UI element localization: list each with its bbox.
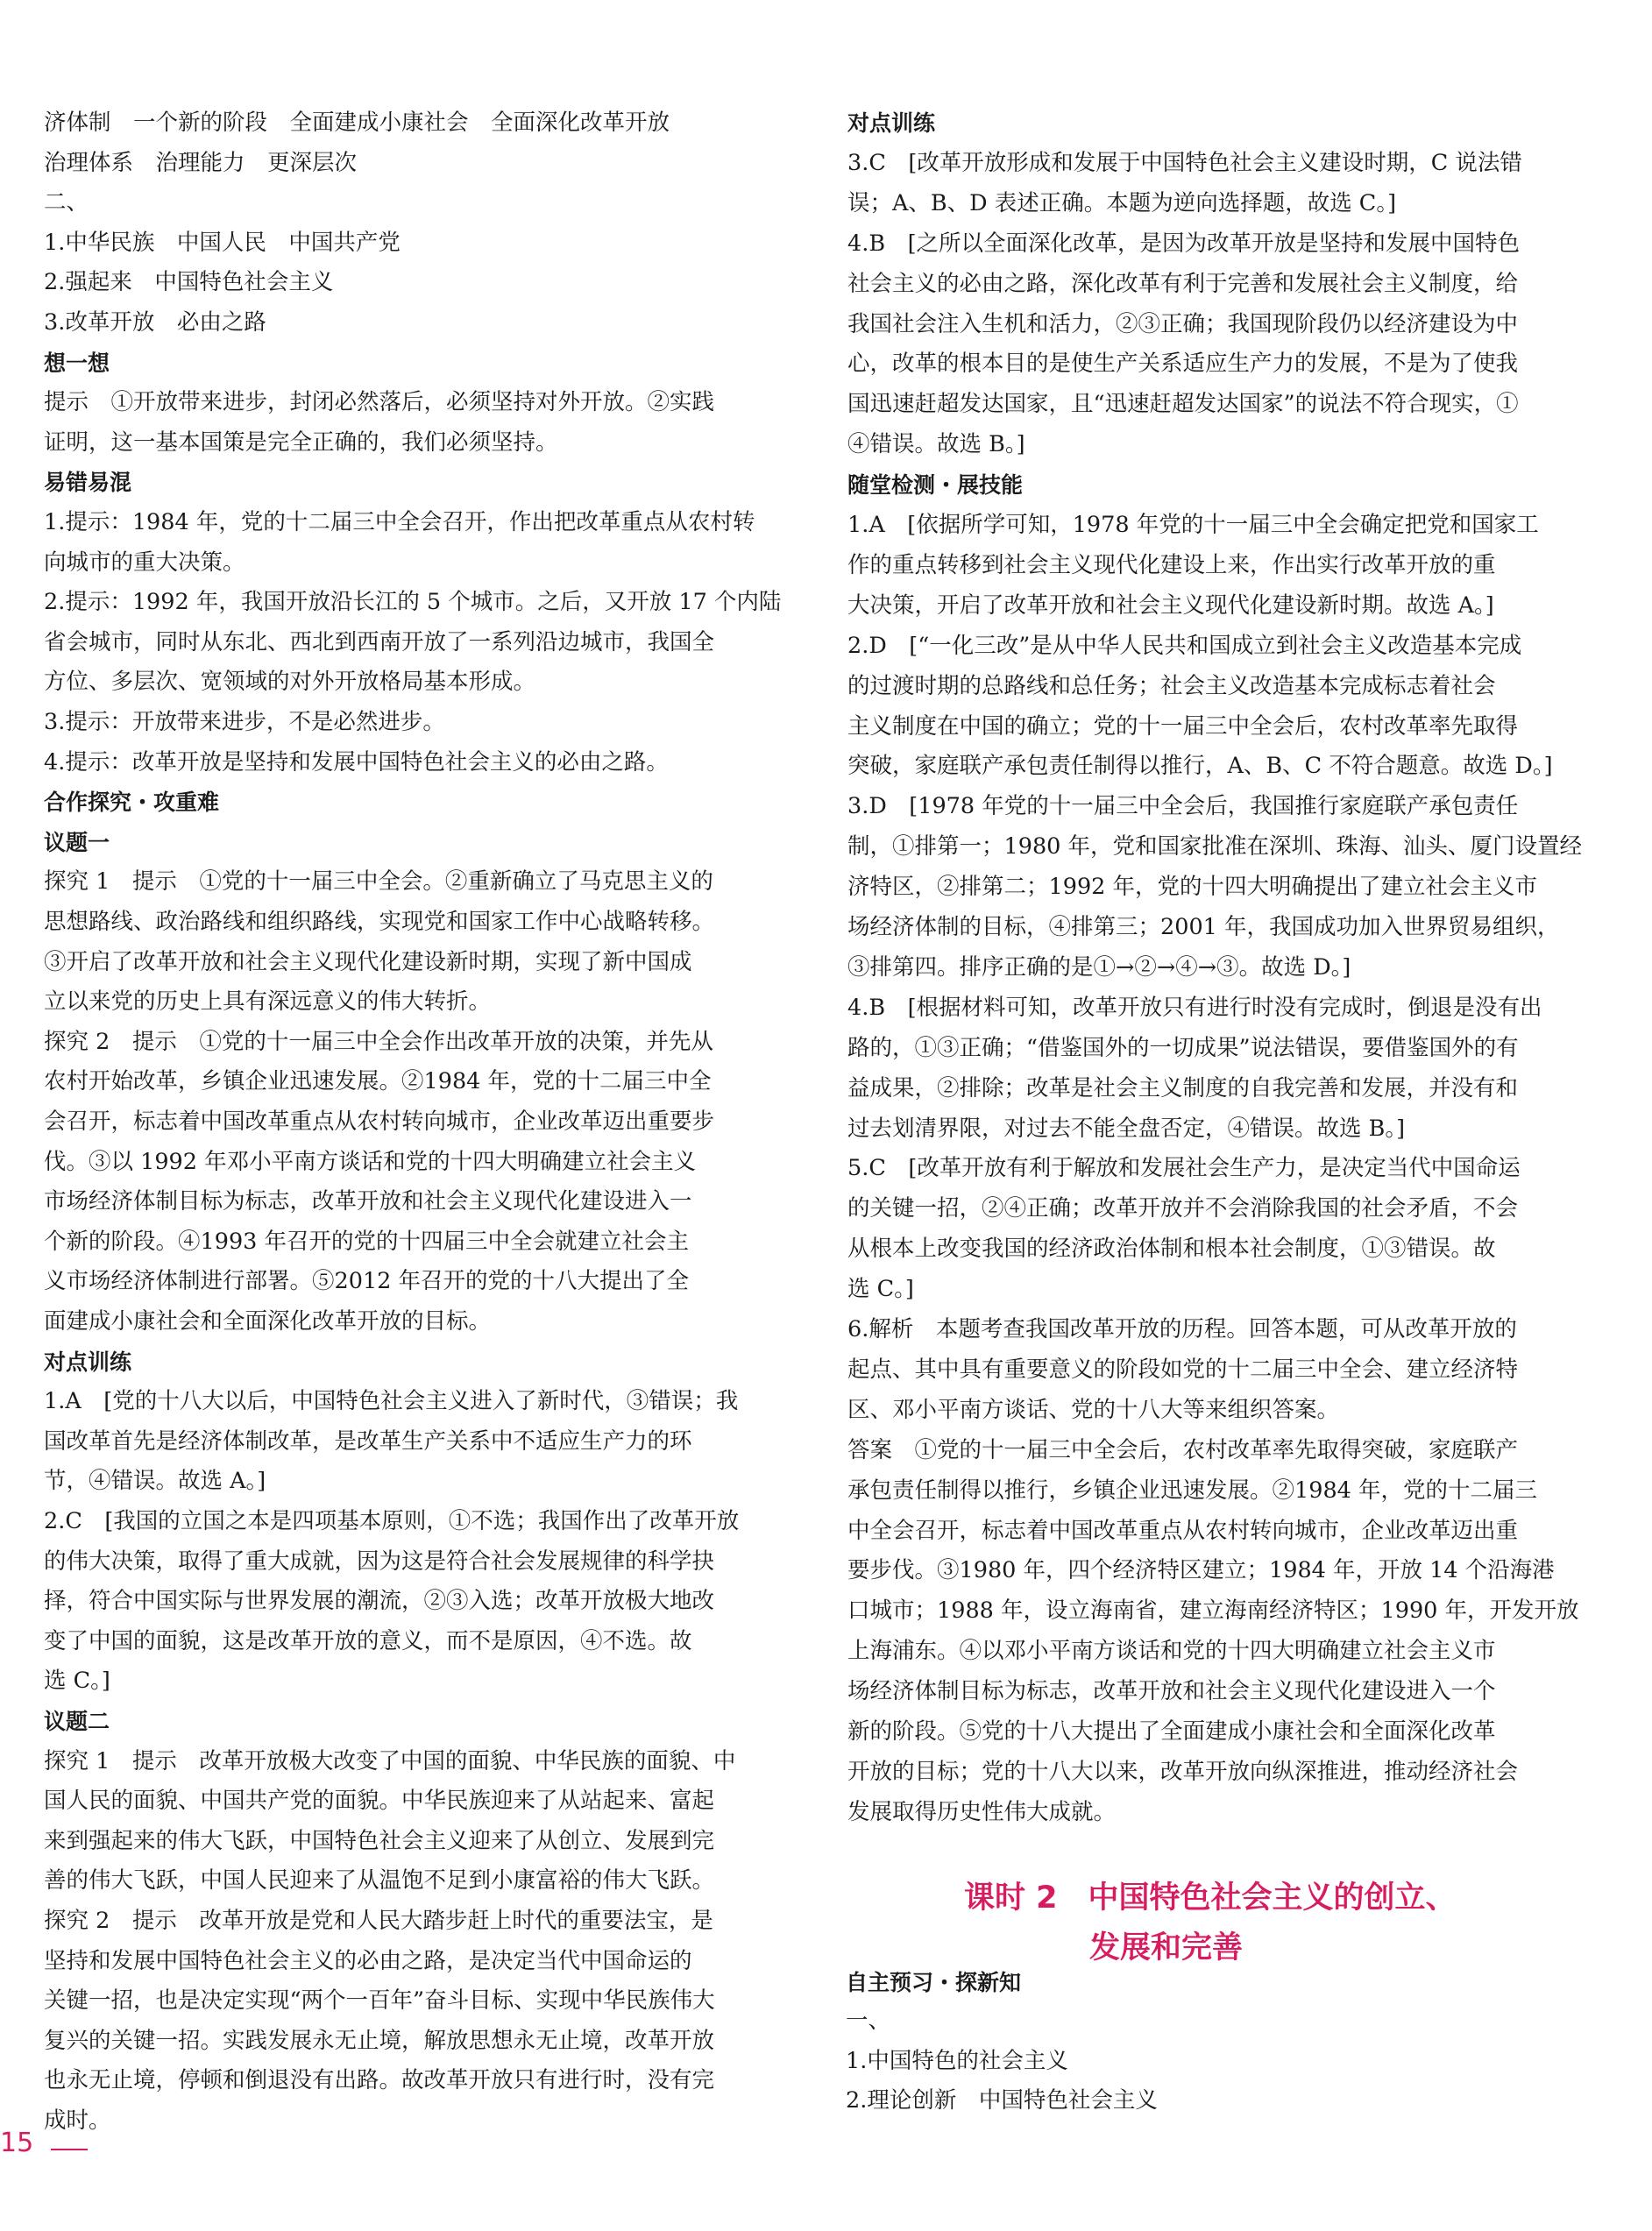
section-heading: 随堂检测・展技能 [847,472,1024,499]
text-line: 2.C [我国的立国之本是四项基本原则，①不选；我国作出了改革开放 [44,1508,740,1534]
text-line: 方位、多层次、宽领域的对外开放格局基本形成。 [44,669,536,696]
section-heading: 议题二 [44,1709,110,1734]
text-line: 的伟大决策，取得了重大成就，因为这是符合社会发展规律的科学抉 [44,1548,715,1575]
text-line: 国迅速赶超发达国家，且“迅速赶超发达国家”的说法不符合现实，① [847,391,1519,418]
text-line: 思想路线、政治路线和组织路线，实现党和国家工作中心战略转移。 [44,909,715,935]
text-line: 心，改革的根本目的是使生产关系适应生产力的发展，不是为了使我 [847,351,1519,378]
text-line: 面建成小康社会和全面深化改革开放的目标。 [44,1308,492,1335]
text-line: 我国社会注入生机和活力，②③正确；我国现阶段仍以经济建设为中 [847,310,1519,337]
text-line: 作的重点转移到社会主义现代化建设上来，作出实行改革开放的重 [847,551,1496,578]
text-line: 个新的阶段。④1993 年召开的党的十四届三中全会就建立社会主 [44,1228,690,1255]
section-heading: 易错易混 [44,470,132,496]
text-line: 制，①排第一；1980 年，党和国家批准在深圳、珠海、汕头、厦门设置经 [847,833,1583,861]
text-line: 答案 ①党的十一届三中全会后，农村改革率先取得突破，家庭联产 [847,1436,1519,1463]
text-line: 济特区，②排第二；1992 年，党的十四大明确提出了建立社会主义市 [847,874,1538,901]
text-line: 场经济体制的目标，④排第三；2001 年，我国成功加入世界贸易组织， [847,914,1560,940]
text-line: 会召开，标志着中国改革重点从农村转向城市，企业改革迈出重要步 [44,1108,715,1135]
text-line: 5.C [改革开放有利于解放和发展社会生产力，是决定当代中国命运 [847,1155,1521,1182]
text-line: 开放的目标；党的十八大以来，改革开放向纵深推进，推动经济社会 [847,1758,1519,1785]
text-line: 市场经济体制目标为标志，改革开放和社会主义现代化建设进入一 [44,1188,692,1215]
text-line: 的过渡时期的总路线和总任务；社会主义改造基本完成标志着社会 [847,672,1496,699]
text-line: 社会主义的必由之路，深化改革有利于完善和发展社会主义制度，给 [847,270,1519,297]
section-heading: 对点训练 [847,110,936,136]
text-line: 农村开始改革，乡镇企业迅速发展。②1984 年，党的十二届三中全 [44,1068,712,1095]
text-line: 1.中华民族 中国人民 中国共产党 [44,229,401,256]
text-line: 二、 [44,189,89,216]
text-line: 2.提示：1992 年，我国开放沿长江的 5 个城市。之后，又开放 17 个内陆 [44,589,782,616]
lesson-title-line2: 发展和完善 [1089,1930,1244,1965]
text-line: ④错误。故选 B。] [847,431,1025,458]
text-line: 承包责任制得以推行，乡镇企业迅速发展。②1984 年，党的十二届三 [847,1477,1538,1504]
text-line: 坚持和发展中国特色社会主义的必由之路，是决定当代中国命运的 [44,1947,692,1974]
text-line: 要步伐。③1980 年，四个经济特区建立；1984 年，开放 14 个沿海港 [847,1557,1555,1584]
text-line: 关键一招，也是决定实现“两个一百年”奋斗目标、实现中华民族伟大 [44,1987,715,2015]
text-line: 探究 1 提示 ①党的十一届三中全会。②重新确立了马克思主义的 [44,868,713,896]
text-line: 探究 1 提示 改革开放极大改变了中国的面貌、中华民族的面貌、中 [44,1747,736,1774]
text-line: 向城市的重大决策。 [44,549,245,576]
text-line: 2.强起来 中国特色社会主义 [44,269,334,296]
text-line: 主义制度在中国的确立；党的十一届三中全会后，农村改革率先取得 [847,712,1519,740]
text-line: 路的，①③正确；“借鉴国外的一切成果”说法错误，要借鉴国外的有 [847,1034,1519,1061]
section-heading: 想一想 [44,350,110,376]
text-line: 4.B [之所以全面深化改革，是因为改革开放是坚持和发展中国特色 [847,230,1521,257]
text-line: 4.提示：改革开放是坚持和发展中国特色社会主义的必由之路。 [44,748,669,776]
text-line: 3.改革开放 必由之路 [44,309,266,336]
text-line: 省会城市，同时从东北、西北到西南开放了一系列沿边城市，我国全 [44,628,715,655]
text-line: 也永无止境，停顿和倒退没有出路。故改革开放只有进行时，没有完 [44,2067,715,2094]
text-line: 中全会召开，标志着中国改革重点从农村转向城市，企业改革迈出重 [847,1517,1519,1544]
text-line: 4.B [根据材料可知，改革开放只有进行时没有完成时，倒退是没有出 [847,994,1542,1021]
text-line: 义市场经济体制进行部署。⑤2012 年召开的党的十八大提出了全 [44,1268,690,1295]
text-line: 3.D [1978 年党的十一届三中全会后，我国推行家庭联产承包责任 [847,793,1519,820]
text-line: 从根本上改变我国的经济政治体制和根本社会制度，①③错误。故 [847,1236,1496,1263]
text-line: 发展取得历史性伟大成就。 [847,1798,1117,1825]
text-line: 证明，这一基本国策是完全正确的，我们必须坚持。 [44,428,558,456]
text-line: 2.理论创新 中国特色社会主义 [846,2087,1158,2114]
text-line: 突破，家庭联产承包责任制得以推行，A、B、C 不符合题意。故选 D。] [847,753,1553,780]
text-line: 误；A、B、D 表述正确。本题为逆向选择题，故选 C。] [847,189,1397,216]
section-heading: 合作探究・攻重难 [44,790,220,816]
section-heading: 对点训练 [44,1349,132,1375]
text-line: 1.A [依据所学可知，1978 年党的十一届三中全会确定把党和国家工 [847,512,1539,538]
text-line: 节，④错误。故选 A。] [44,1468,266,1495]
text-line: 成时。 [44,2107,111,2134]
text-line: 1.A [党的十八大以后，中国特色社会主义进入了新时代，③错误；我 [44,1388,739,1415]
section-heading: 自主预习・探新知 [846,1970,1022,1995]
text-line: 大决策，开启了改革开放和社会主义现代化建设新时期。故选 A。] [847,591,1494,619]
text-line: 3.C [改革开放形成和发展于中国特色社会主义建设时期，C 说法错 [847,149,1522,176]
text-line: 一、 [846,2008,891,2034]
text-line: 2.D [“一化三改”是从中华人民共和国成立到社会主义改造基本完成 [847,632,1522,659]
text-line: 新的阶段。⑤党的十八大提出了全面建成小康社会和全面深化改革 [847,1718,1496,1745]
text-line: 1.中国特色的社会主义 [846,2048,1068,2074]
text-line: 区、邓小平南方谈话、党的十八大等来组织答案。 [847,1396,1340,1423]
text-line: 选 C。] [847,1276,914,1303]
text-line: 善的伟大飞跃，中国人民迎来了从温饱不足到小康富裕的伟大飞跃。 [44,1867,715,1895]
text-line: 治理体系 治理能力 更深层次 [44,149,358,176]
text-line: 来到强起来的伟大飞跃，中国特色社会主义迎来了从创立、发展到完 [44,1827,715,1854]
text-line: 上海浦东。④以邓小平南方谈话和党的十四大明确建立社会主义市 [847,1638,1496,1665]
text-line: 起点、其中具有重要意义的阶段如党的十二届三中全会、建立经济特 [847,1356,1519,1383]
text-line: ③排第四。排序正确的是①→②→④→③。故选 D。] [847,953,1351,981]
text-line: 伐。③以 1992 年邓小平南方谈话和党的十四大明确建立社会主义 [44,1148,697,1175]
text-line: 探究 2 提示 改革开放是党和人民大踏步赶上时代的重要法宝，是 [44,1908,713,1934]
text-line: ③开启了改革开放和社会主义现代化建设新时期，实现了新中国成 [44,948,692,975]
text-line: 国人民的面貌、中国共产党的面貌。中华民族迎来了从站起来、富起 [44,1788,715,1815]
text-line: 国改革首先是经济体制改革，是改革生产关系中不适应生产力的环 [44,1427,692,1455]
text-line: 的关键一招，②④正确；改革开放并不会消除我国的社会矛盾，不会 [847,1195,1519,1222]
page-number: 15 [0,2128,34,2158]
text-line: 益成果，②排除；改革是社会主义制度的自我完善和发展，并没有和 [847,1074,1519,1101]
text-line: 口城市；1988 年，设立海南省，建立海南经济特区；1990 年，开发开放 [847,1597,1579,1625]
text-line: 场经济体制目标为标志，改革开放和社会主义现代化建设进入一个 [847,1678,1496,1705]
text-line: 择，符合中国实际与世界发展的潮流，②③入选；改革开放极大地改 [44,1588,715,1615]
text-line: 过去划清界限，对过去不能全盘否定，④错误。故选 B。] [847,1115,1406,1142]
text-line: 选 C。] [44,1668,110,1695]
page-number-rule [51,2149,88,2150]
text-line: 1.提示：1984 年，党的十二届三中全会召开，作出把改革重点从农村转 [44,509,755,535]
text-line: 3.提示：开放带来进步，不是必然进步。 [44,709,445,735]
text-line: 探究 2 提示 ①党的十一届三中全会作出改革开放的决策，并先从 [44,1028,713,1055]
text-line: 6.解析 本题考查我国改革开放的历程。回答本题，可从改革开放的 [847,1316,1517,1342]
text-line: 提示 ①开放带来进步，封闭必然落后，必须坚持对外开放。②实践 [44,389,715,416]
text-line: 变了中国的面貌，这是改革开放的意义，而不是原因，④不选。故 [44,1627,692,1654]
text-line: 立以来党的历史上具有深远意义的伟大转折。 [44,988,492,1016]
section-heading: 议题一 [44,829,110,855]
text-line: 复兴的关键一招。实践发展永无止境，解放思想永无止境，改革开放 [44,2027,715,2054]
text-line: 济体制 一个新的阶段 全面建成小康社会 全面深化改革开放 [44,110,670,136]
lesson-title-line1: 课时 2 中国特色社会主义的创立、 [964,1880,1457,1916]
